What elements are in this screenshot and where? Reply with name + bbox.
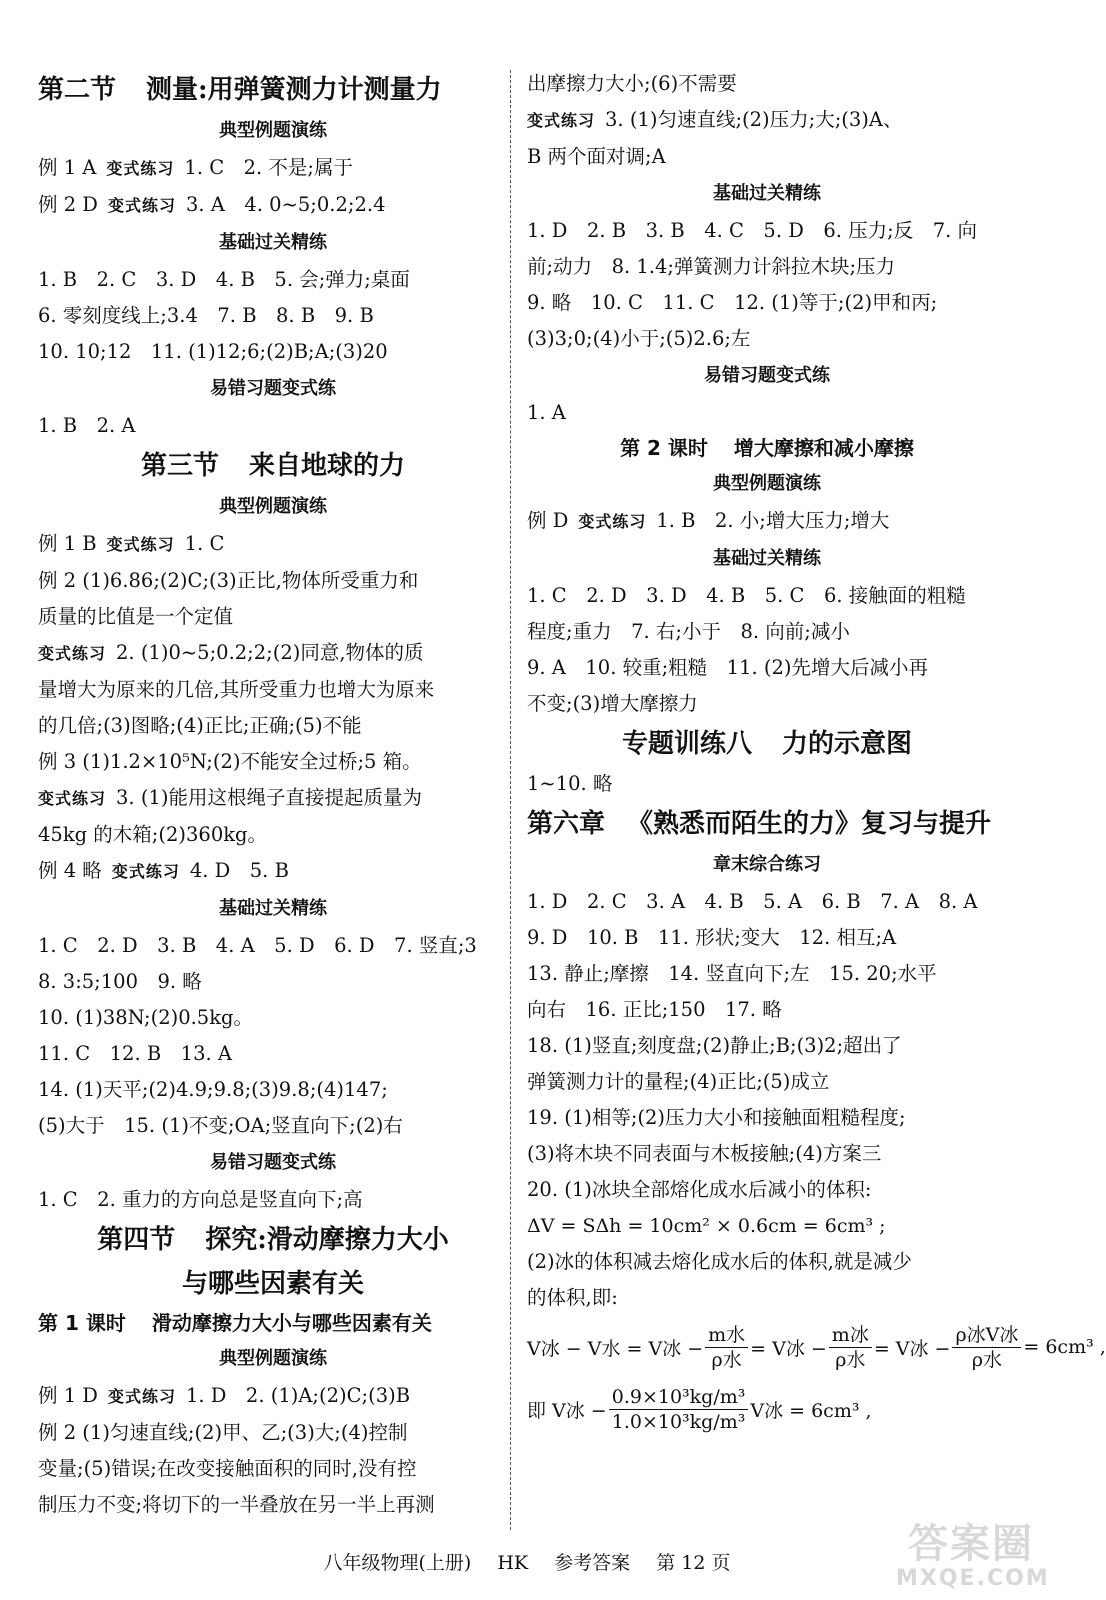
- sec4-line-1: [38, 1378, 508, 1415]
- watermark-text: 答案圈: [908, 1521, 1034, 1567]
- left-column: [38, 68, 508, 1523]
- formula-term: = 6cm³ ,: [1023, 1336, 1106, 1358]
- topic-number: 专题训练八: [621, 729, 752, 759]
- example-1: 例 1 D: [38, 1384, 98, 1407]
- sec3-basic-3: 10. (1)38N;(2)0.5kg。: [38, 1006, 254, 1029]
- sec3-line-8: [38, 780, 508, 817]
- sec2-line-1: [38, 150, 508, 187]
- sec3-error-1: 1. C 2. 重力的方向总是竖直向下;高: [38, 1188, 363, 1211]
- topic-line-1: 1~10. 略: [527, 772, 613, 795]
- answer-text: 4. D 5. B: [189, 859, 289, 882]
- section-2-title: [38, 68, 508, 112]
- sec3-basic-4: 11. C 12. B 13. A: [38, 1042, 232, 1065]
- denominator: 1.0×10³kg/m³: [611, 1410, 746, 1433]
- ch-line-12: 的体积,即:: [527, 1286, 618, 1309]
- sec3-basic-2: 8. 3:5;100 9. 略: [38, 970, 202, 993]
- section-3-number: 第三节: [140, 451, 219, 481]
- ch-line-11: (2)冰的体积减去熔化成水后的体积,就是减少: [527, 1250, 912, 1273]
- footer-book: 八年级物理(上册): [323, 1552, 472, 1574]
- example-2: 例 2 D: [38, 193, 98, 216]
- sec2-basic-3: 10. 10;12 11. (1)12;6;(2)B;A;(3)20: [38, 340, 388, 363]
- r-line-1: 出摩擦力大小;(6)不需要: [527, 72, 737, 95]
- sec3-basic-1: 1. C 2. D 3. B 4. A 5. D 6. D 7. 竖直;3: [38, 934, 477, 957]
- formula-term: V冰 = 6cm³ ,: [750, 1399, 872, 1422]
- chapter-practice-heading: 章末综合练习: [713, 854, 821, 875]
- ch-line-6: 弹簧测力计的量程;(4)正比;(5)成立: [527, 1070, 830, 1093]
- variant-tag: 变式练习: [106, 159, 175, 178]
- sec3-basic-5: 14. (1)天平;(2)4.9;9.8;(3)9.8;(4)147;: [38, 1078, 388, 1101]
- section-3-name: 来自地球的力: [249, 451, 406, 481]
- r-basic-2-2: 程度;重力 7. 右;小于 8. 向前;减小: [527, 620, 850, 643]
- r-basic-heading-2: 基础过关精练: [713, 548, 821, 569]
- formula-term: = V冰 −: [873, 1337, 951, 1360]
- sec2-error-heading: 易错习题变式练: [210, 378, 336, 399]
- r-typical-heading-2: 典型例题演练: [713, 473, 821, 494]
- r-basic-2-4: 不变;(3)增大摩擦力: [527, 692, 698, 715]
- answer-text: 2. (1)0~5;0.2;2;(2)同意,物体的质: [116, 641, 424, 664]
- denominator: ρ水: [835, 1348, 866, 1371]
- numerator: 0.9×10³kg/m³: [609, 1385, 749, 1410]
- r-error-1: 1. A: [527, 401, 566, 424]
- ch-formula-1: ΔV = SΔh = 10cm² × 0.6cm = 6cm³ ;: [527, 1215, 886, 1237]
- r-typical-1: [527, 503, 1007, 540]
- example: 例 D: [527, 509, 569, 532]
- variant-tag: 变式练习: [107, 196, 176, 215]
- r-basic-2-3: 9. A 10. 较重;粗糙 11. (2)先增大后减小再: [527, 656, 928, 679]
- footer-page-number: 第 12 页: [656, 1552, 731, 1574]
- r-basic-heading-1: 基础过关精练: [713, 183, 821, 204]
- sec3-line-10: [38, 853, 508, 890]
- variant-tag: 变式练习: [106, 535, 175, 554]
- formula-term: V冰 − V水 = V冰 −: [527, 1337, 704, 1360]
- fraction: [705, 1323, 748, 1372]
- sec3-basic-6: (5)大于 15. (1)不变;OA;竖直向下;(2)右: [38, 1114, 403, 1137]
- chapter-number: 第六章: [527, 809, 606, 839]
- example-1: 例 1 A: [38, 156, 97, 179]
- chapter-name: 《熟悉而陌生的力》复习与提升: [627, 809, 992, 839]
- footer-edition: HK: [497, 1552, 529, 1574]
- ch-line-7: 19. (1)相等;(2)压力大小和接触面粗糙程度;: [527, 1106, 906, 1129]
- section-4-title: [38, 1218, 508, 1262]
- numerator: ρ冰V冰: [952, 1323, 1021, 1348]
- sec2-basic-heading: 基础过关精练: [219, 232, 327, 253]
- sec4-line-3: 变量;(5)错误;在改变接触面积的同时,没有控: [38, 1457, 417, 1480]
- variant-tag: 变式练习: [107, 1387, 176, 1406]
- lesson-number: 第 1 课时: [38, 1311, 126, 1335]
- variant-tag: 变式练习: [38, 644, 107, 663]
- sec4-lesson-1-title: [38, 1306, 508, 1340]
- answer-text: 1. C 2. 不是;属于: [184, 156, 354, 179]
- numerator: m冰: [829, 1323, 872, 1348]
- fraction: [829, 1323, 872, 1372]
- variant-tag: 变式练习: [111, 862, 180, 881]
- sec3-line-5: 量增大为原来的几倍,其所受重力也增大为原来: [38, 678, 435, 701]
- right-column: [527, 66, 1106, 1440]
- ch-line-1: 1. D 2. C 3. A 4. B 5. A 6. B 7. A 8. A: [527, 890, 978, 913]
- sec3-typical-heading: 典型例题演练: [219, 496, 327, 517]
- sec3-line-1: [38, 526, 508, 563]
- sec3-line-2: 例 2 (1)6.86;(2)C;(3)正比,物体所受重力和: [38, 569, 419, 592]
- topic-name: 力的示意图: [782, 729, 913, 759]
- section-4-title-cont: 与哪些因素有关: [181, 1269, 364, 1299]
- section-4-number: 第四节: [97, 1225, 176, 1255]
- denominator: ρ水: [971, 1348, 1002, 1371]
- answer-text: 3. A 4. 0~5;0.2;2.4: [185, 193, 386, 216]
- sec3-line-3: 质量的比值是一个定值: [38, 605, 234, 628]
- ch-line-8: (3)将木块不同表面与木板接触;(4)方案三: [527, 1142, 882, 1165]
- variant-tag: 变式练习: [578, 512, 647, 531]
- answer-text: 1. D 2. (1)A;(2)C;(3)B: [185, 1384, 411, 1407]
- sec4-line-2: 例 2 (1)匀速直线;(2)甲、乙;(3)大;(4)控制: [38, 1421, 408, 1444]
- sec3-error-heading: 易错习题变式练: [210, 1152, 336, 1173]
- sec3-line-9: 45kg 的木箱;(2)360kg。: [38, 823, 268, 846]
- chapter-6-title: [527, 802, 1007, 846]
- lesson-name: 滑动摩擦力大小与哪些因素有关: [151, 1311, 432, 1335]
- r-basic-3: 9. 略 10. C 11. C 12. (1)等于;(2)甲和丙;: [527, 291, 938, 314]
- lesson-name: 增大摩擦和减小摩擦: [733, 436, 914, 460]
- r-basic-2-1: 1. C 2. D 3. D 4. B 5. C 6. 接触面的粗糙: [527, 584, 966, 607]
- denominator: ρ水: [711, 1348, 742, 1371]
- variant-tag: 变式练习: [527, 111, 596, 130]
- variant-tag: 变式练习: [38, 789, 107, 808]
- sec3-line-7: 例 3 (1)1.2×10⁵N;(2)不能安全过桥;5 箱。: [38, 750, 422, 773]
- lesson-number: 第 2 课时: [620, 436, 708, 460]
- footer-label: 参考答案: [554, 1552, 631, 1574]
- answer-text: 3. (1)匀速直线;(2)压力;大;(3)A、: [605, 108, 903, 131]
- watermark-logo: [896, 1521, 1050, 1596]
- sec3-basic-heading: 基础过关精练: [219, 898, 327, 919]
- fraction: [952, 1323, 1021, 1372]
- section-2-number: 第二节: [38, 75, 117, 105]
- ch-line-9: 20. (1)冰块全部熔化成水后减小的体积:: [527, 1178, 872, 1201]
- formula-term: 即 V冰 −: [527, 1399, 607, 1422]
- r-line-2: [527, 102, 1007, 139]
- numerator: m水: [705, 1323, 748, 1348]
- sec2-line-2: [38, 187, 508, 224]
- ch-line-5: 18. (1)竖直;刻度盘;(2)静止;B;(3)2;超出了: [527, 1034, 902, 1057]
- section-3-title: [38, 444, 508, 488]
- answer-text: 1. C: [184, 532, 225, 555]
- topic-8-title: [527, 722, 1007, 766]
- sec2-typical-heading: 典型例题演练: [219, 120, 327, 141]
- ch-formula-2: [527, 1316, 1106, 1378]
- formula-term: = V冰 −: [750, 1337, 827, 1360]
- ch-line-3: 13. 静止;摩擦 14. 竖直向下;左 15. 20;水平: [527, 962, 937, 985]
- sec4-line-4: 制压力不变;将切下的一半叠放在另一半上再测: [38, 1493, 435, 1516]
- sec2-error-1: 1. B 2. A: [38, 414, 136, 437]
- column-divider: [510, 70, 511, 1530]
- r-basic-2: 前;动力 8. 1.4;弹簧测力计斜拉木块;压力: [527, 255, 896, 278]
- r-line-3: B 两个面对调;A: [527, 145, 666, 168]
- ch-line-4: 向右 16. 正比;150 17. 略: [527, 998, 782, 1021]
- section-4-name: 探究:滑动摩擦力大小: [205, 1225, 449, 1255]
- ch-formula-3: [527, 1378, 1007, 1440]
- answer-text: 3. (1)能用这根绳子直接提起质量为: [116, 786, 422, 809]
- example-4: 例 4 略: [38, 859, 102, 882]
- sec4-typical-heading: 典型例题演练: [219, 1348, 327, 1369]
- answer-text: 1. B 2. 小;增大压力;增大: [656, 509, 890, 532]
- sec2-basic-1: 1. B 2. C 3. D 4. B 5. 会;弹力;桌面: [38, 268, 410, 291]
- example-1: 例 1 B: [38, 532, 97, 555]
- watermark-url: MXQE.COM: [896, 1566, 1050, 1591]
- sec2-basic-2: 6. 零刻度线上;3.4 7. B 8. B 9. B: [38, 304, 374, 327]
- sec3-line-6: 的几倍;(3)图略;(4)正比;正确;(5)不能: [38, 714, 362, 737]
- r-basic-1: 1. D 2. B 3. B 4. C 5. D 6. 压力;反 7. 向: [527, 219, 978, 242]
- ch-line-2: 9. D 10. B 11. 形状;变大 12. 相互;A: [527, 926, 897, 949]
- r-error-heading-1: 易错习题变式练: [704, 365, 830, 386]
- sec3-line-4: [38, 635, 508, 672]
- r-basic-4: (3)3;0;(4)小于;(5)2.6;左: [527, 327, 751, 350]
- fraction: [609, 1385, 749, 1434]
- section-2-name: 测量:用弹簧测力计测量力: [146, 75, 442, 105]
- lesson-2-title: [527, 431, 1007, 465]
